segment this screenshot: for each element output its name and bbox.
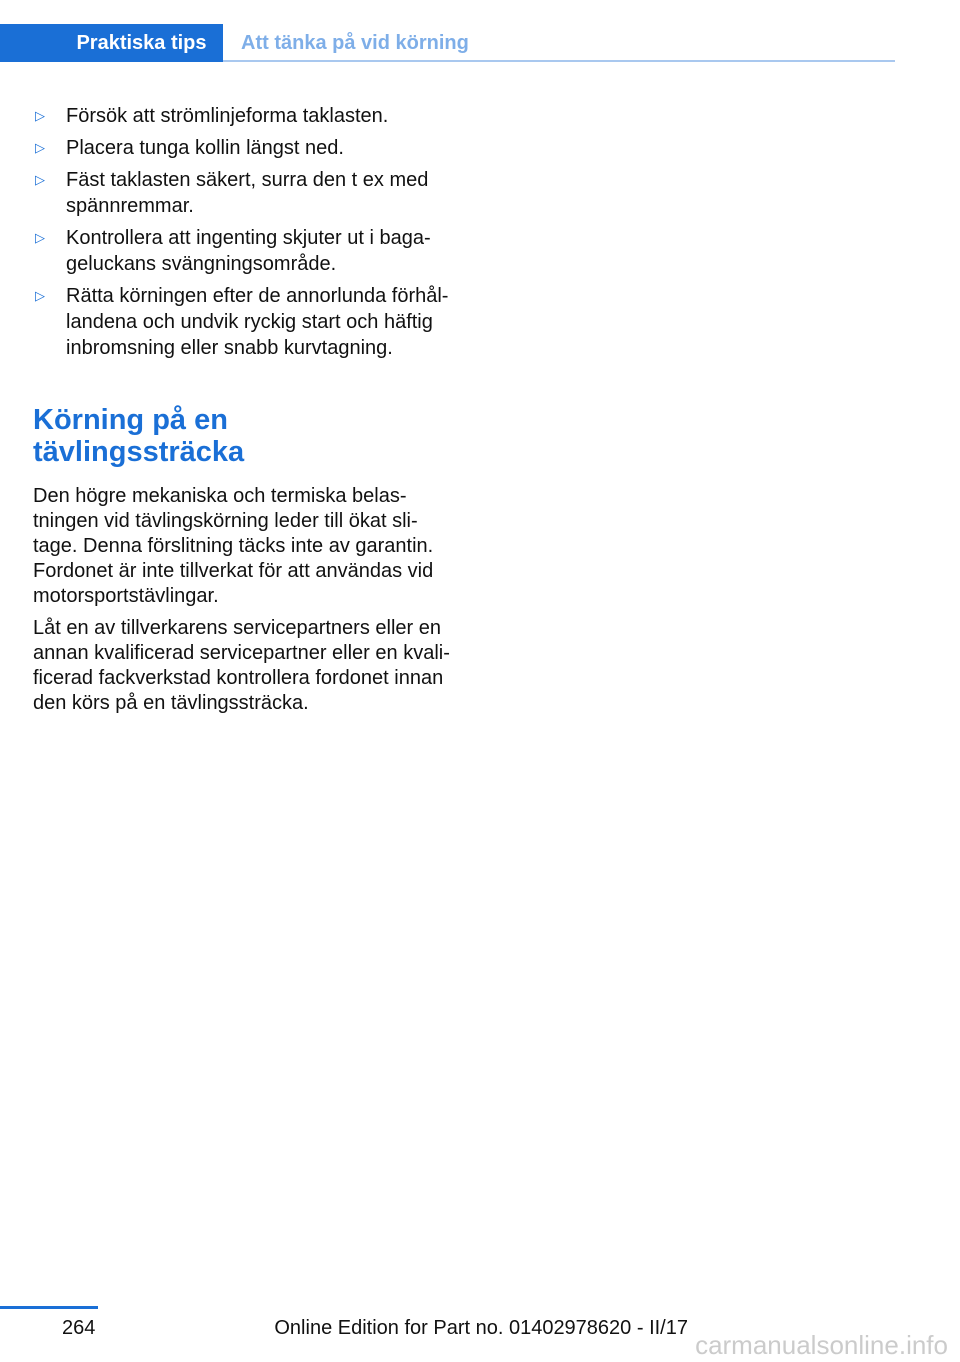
watermark: carmanualsonline.info bbox=[695, 1330, 948, 1360]
list-item-text: Placera tunga kollin längst ned. bbox=[66, 137, 344, 159]
list-item-text: Rätta körningen efter de annorlunda förhål- landena och undvik ryckig start och häftig inbromsning eller snabb kurvtagning. bbox=[66, 285, 449, 359]
chapter-header bbox=[0, 24, 895, 62]
triangle-bullet-icon: ▷ bbox=[35, 230, 45, 245]
triangle-bullet-icon: ▷ bbox=[35, 140, 45, 155]
footer-divider bbox=[0, 1306, 98, 1309]
header-divider bbox=[223, 60, 895, 62]
list-item bbox=[33, 135, 463, 161]
bullet-list bbox=[33, 103, 463, 367]
list-item bbox=[33, 283, 463, 361]
triangle-bullet-icon: ▷ bbox=[35, 172, 45, 187]
page-number: 264 bbox=[62, 1317, 96, 1339]
chapter-tab: Praktiska tips bbox=[0, 24, 223, 62]
list-item-text: Kontrollera att ingenting skjuter ut i baga- geluckans svängningsområde. bbox=[66, 227, 431, 275]
section-heading: Körning på en tävlingssträcka bbox=[33, 404, 245, 468]
list-item bbox=[33, 225, 463, 277]
section-tab: Att tänka på vid körning bbox=[241, 32, 469, 54]
paragraph-wear: Den högre mekaniska och termiska belas- tningen vid tävlingskörning leder till ökat sli- tage. Denna förslitning täcks inte av garantin. Fordonet är inte tillverkat för att användas vid motorsportstävlingar. bbox=[33, 485, 434, 607]
triangle-bullet-icon: ▷ bbox=[35, 108, 45, 123]
triangle-bullet-icon: ▷ bbox=[35, 288, 45, 303]
paragraph-inspection: Låt en av tillverkarens servicepartners eller en annan kvalificerad servicepartner eller en kvali- ficerad fackverkstad kontrollera fordonet innan den körs på en tävlingssträcka. bbox=[33, 617, 450, 714]
list-item bbox=[33, 167, 463, 219]
list-item bbox=[33, 103, 463, 129]
list-item-text: Försök att strömlinjeforma taklasten. bbox=[66, 105, 389, 127]
list-item-text: Fäst taklasten säkert, surra den t ex med spännremmar. bbox=[66, 169, 429, 217]
edition-note: Online Edition for Part no. 01402978620 - II/17 bbox=[274, 1317, 688, 1339]
